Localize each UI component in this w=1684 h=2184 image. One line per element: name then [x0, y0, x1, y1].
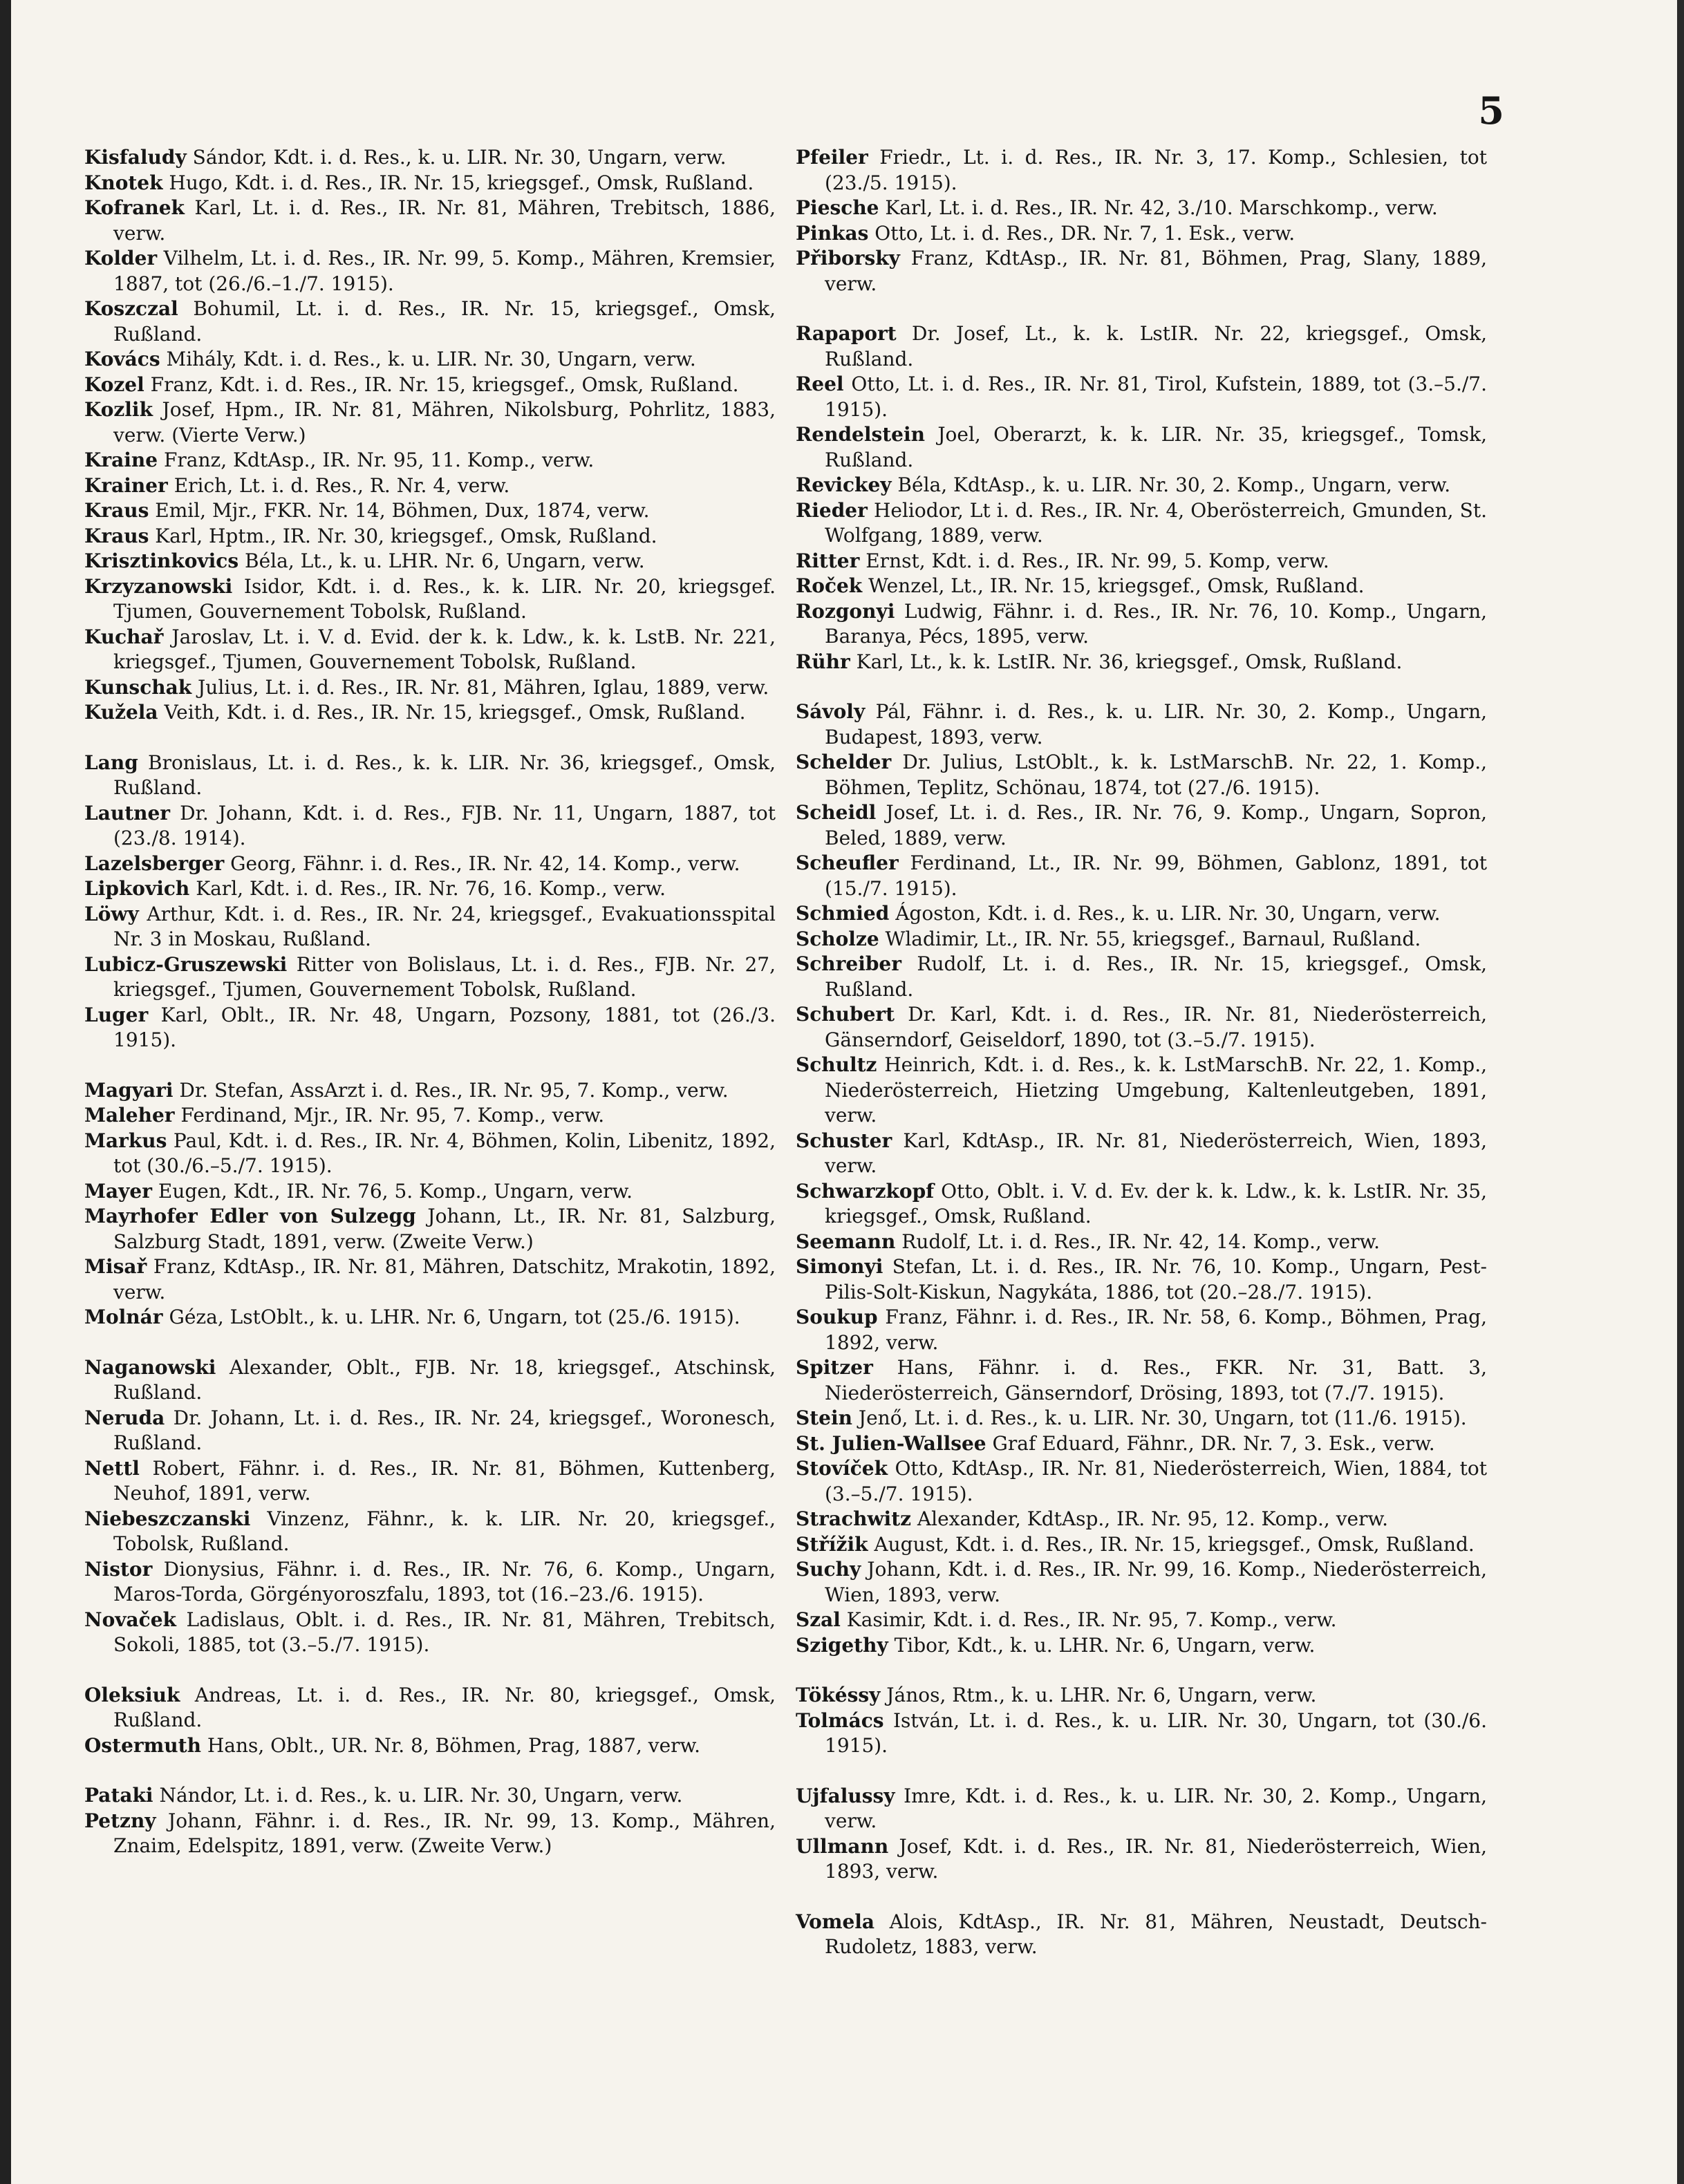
entry-surname: Scheidl: [796, 801, 877, 824]
entry-surname: Neruda: [84, 1406, 165, 1429]
entry-surname: Schelder: [796, 751, 892, 773]
roll-entry: [84, 851, 776, 877]
entry-details: Johann, Lt., IR. Nr. 81, Salzburg, Salzburg Stadt, 1891, verw. (Zweite Verw.): [113, 1205, 776, 1253]
roll-entry: [796, 1053, 1487, 1129]
entry-surname: Ullmann: [796, 1834, 889, 1858]
roll-entry: [84, 1406, 776, 1456]
entry-details: Erich, Lt. i. d. Res., R. Nr. 4, verw.: [167, 473, 510, 497]
roll-entry: [84, 473, 776, 499]
entry-surname: Krainer: [84, 473, 168, 497]
roll-entry: [796, 750, 1487, 800]
entry-details: Otto, Lt. i. d. Res., DR. Nr. 7, 1. Esk., verw.: [868, 221, 1295, 245]
roll-entry: [796, 1784, 1487, 1834]
entry-surname: Molnár: [84, 1306, 163, 1328]
entry-surname: Kraine: [84, 449, 158, 471]
entry-details: Karl, Oblt., IR. Nr. 48, Ungarn, Pozsony, 1881, tot (26./3. 1915).: [113, 1003, 776, 1051]
entry-details: Bronislaus, Lt. i. d. Res., k. k. LIR. Nr. 36, kriegsgef., Omsk, Rußland.: [113, 751, 776, 799]
roll-entry: [796, 1557, 1487, 1608]
roll-entry: [84, 1683, 776, 1733]
entry-surname: Kraus: [84, 499, 149, 522]
entry-details: Otto, Oblt. i. V. d. Ev. der k. k. Ldw., k. k. LstIR. Nr. 35, kriegsgef., Omsk, Rußland.: [825, 1179, 1487, 1227]
entry-details: János, Rtm., k. u. LHR. Nr. 6, Ungarn, verw.: [880, 1684, 1317, 1706]
entry-surname: Schwarzkopf: [796, 1179, 935, 1203]
entry-surname: Schmied: [796, 902, 890, 925]
roll-entry: [796, 422, 1487, 473]
entry-details: István, Lt. i. d. Res., k. u. LIR. Nr. 30, Ungarn, tot (30./6. 1915).: [825, 1708, 1487, 1757]
entry-surname: St. Julien-Wallsee: [796, 1431, 986, 1455]
entry-surname: Mayer: [84, 1179, 152, 1203]
entry-surname: Rapaport: [796, 322, 897, 345]
entry-surname: Koszczal: [84, 297, 178, 320]
entry-surname: Strachwitz: [796, 1507, 912, 1530]
roll-entry: [796, 574, 1487, 599]
roll-entry: [796, 1507, 1487, 1532]
roll-entry: [84, 574, 776, 625]
roll-entry: [796, 1355, 1487, 1406]
entry-details: Andreas, Lt. i. d. Res., IR. Nr. 80, kriegsgef., Omsk, Rußland.: [113, 1683, 776, 1731]
entry-surname: Krzyzanowski: [84, 574, 233, 598]
entry-surname: Soukup: [796, 1306, 878, 1328]
roll-entry: [796, 498, 1487, 549]
entry-surname: Kolder: [84, 247, 158, 270]
entry-details: Eugen, Kdt., IR. Nr. 76, 5. Komp., Ungarn, verw.: [151, 1179, 633, 1203]
entry-details: Rudolf, Lt. i. d. Res., IR. Nr. 42, 14. Komp., verw.: [895, 1230, 1381, 1253]
entry-surname: Roček: [796, 574, 863, 597]
roll-entry: [796, 800, 1487, 851]
roll-entry: [796, 1129, 1487, 1179]
entry-details: Alexander, Oblt., FJB. Nr. 18, kriegsgef., Atschinsk, Rußland.: [113, 1355, 776, 1404]
roll-entry: [84, 1355, 776, 1406]
roll-entry: [796, 1002, 1487, 1053]
entry-surname: Maleher: [84, 1104, 175, 1127]
entry-details: Robert, Fähnr. i. d. Res., IR. Nr. 81, Böhmen, Kuttenberg, Neuhof, 1891, verw.: [113, 1456, 776, 1505]
entry-surname: Niebeszczanski: [84, 1507, 251, 1530]
entry-details: Friedr., Lt. i. d. Res., IR. Nr. 3, 17. Komp., Schlesien, tot (23./5. 1915).: [825, 146, 1487, 194]
entry-details: Ágoston, Kdt. i. d. Res., k. u. LIR. Nr. 30, Ungarn, verw.: [889, 902, 1441, 925]
entry-details: Paul, Kdt. i. d. Res., IR. Nr. 4, Böhmen, Kolin, Libenitz, 1892, tot (30./6.–5./7. 1915).: [113, 1129, 776, 1177]
entry-details: Karl, KdtAsp., IR. Nr. 81, Niederösterreich, Wien, 1893, verw.: [825, 1129, 1487, 1177]
entry-details: Karl, Lt. i. d. Res., IR. Nr. 42, 3./10. Marschkomp., verw.: [879, 196, 1438, 219]
roll-entry: [84, 1456, 776, 1507]
entry-surname: Knotek: [84, 171, 163, 194]
right-column: [796, 145, 1487, 1960]
section-gap: [84, 1658, 776, 1683]
roll-entry: [796, 1431, 1487, 1457]
roll-entry: [84, 751, 776, 801]
entry-surname: Nistor: [84, 1557, 153, 1581]
left-column: [84, 145, 776, 1859]
entry-surname: Markus: [84, 1129, 167, 1152]
roll-entry: [796, 196, 1487, 221]
entry-details: Hans, Oblt., UR. Nr. 8, Böhmen, Prag, 1887, verw.: [200, 1733, 701, 1757]
entry-surname: Vomela: [796, 1910, 875, 1933]
entry-details: Heinrich, Kdt. i. d. Res., k. k. LstMarschB. Nr. 22, 1. Komp., Niederösterreich, Hietzing Umgebung, Kaltenleutgeben, 1891, verw.: [825, 1053, 1487, 1127]
entry-surname: Scholze: [796, 927, 879, 950]
entry-surname: Kisfaludy: [84, 146, 187, 169]
entry-details: Dionysius, Fähnr. i. d. Res., IR. Nr. 76, 6. Komp., Ungarn, Maros-Torda, Görgényoroszfalu, 1893, tot (16.–23./6. 1915).: [113, 1557, 776, 1606]
roll-entry: [796, 1254, 1487, 1305]
roll-entry: [84, 625, 776, 675]
entry-details: Stefan, Lt. i. d. Res., IR. Nr. 76, 10. Komp., Ungarn, Pest-Pilis-Solt-Kiskun, Nagykáta, 1886, tot (20.–28./7. 1915).: [825, 1255, 1487, 1303]
roll-entry: [84, 675, 776, 701]
entry-details: Heliodor, Lt i. d. Res., IR. Nr. 4, Oberösterreich, Gmunden, St. Wolfgang, 1889, verw.: [825, 498, 1487, 547]
entry-details: Géza, LstOblt., k. u. LHR. Nr. 6, Ungarn, tot (25./6. 1915).: [162, 1306, 740, 1328]
entry-details: Johann, Kdt. i. d. Res., IR. Nr. 99, 16. Komp., Niederösterreich, Wien, 1893, verw.: [825, 1558, 1487, 1606]
entry-details: Wenzel, Lt., IR. Nr. 15, kriegsgef., Omsk, Rußland.: [862, 574, 1365, 597]
entry-surname: Szigethy: [796, 1633, 888, 1657]
roll-entry: [796, 1633, 1487, 1659]
entry-details: Arthur, Kdt. i. d. Res., IR. Nr. 24, kriegsgef., Evakuationsspital Nr. 3 in Moskau, Rußland.: [113, 902, 776, 950]
roll-entry: [84, 246, 776, 296]
entry-surname: Kunschak: [84, 675, 192, 699]
entry-surname: Střížik: [796, 1532, 868, 1556]
roll-entry: [84, 801, 776, 851]
roll-entry: [84, 498, 776, 524]
entry-details: Wladimir, Lt., IR. Nr. 55, kriegsgef., Barnaul, Rußland.: [879, 927, 1421, 950]
roll-entry: [796, 1683, 1487, 1708]
entry-details: Dr. Josef, Lt., k. k. LstIR. Nr. 22, kriegsgef., Omsk, Rußland.: [825, 322, 1487, 370]
section-gap: [796, 1885, 1487, 1910]
entry-details: Franz, KdtAsp., IR. Nr. 81, Mähren, Datschitz, Mrakotin, 1892, verw.: [113, 1255, 776, 1303]
entry-details: Nándor, Lt. i. d. Res., k. u. LIR. Nr. 30, Ungarn, verw.: [153, 1784, 683, 1807]
entry-surname: Mayrhofer Edler von Sulzegg: [84, 1205, 416, 1227]
roll-entry: [84, 1103, 776, 1129]
roll-entry: [796, 246, 1487, 296]
roll-entry: [84, 1507, 776, 1557]
entry-details: Dr. Julius, LstOblt., k. k. LstMarschB. Nr. 22, 1. Komp., Böhmen, Teplitz, Schönau, 1874, tot (27./6. 1915).: [825, 751, 1487, 799]
entry-surname: Kovács: [84, 348, 160, 370]
entry-surname: Rozgonyi: [796, 599, 895, 623]
entry-details: Mihály, Kdt. i. d. Res., k. u. LIR. Nr. 30, Ungarn, verw.: [160, 348, 696, 370]
roll-entry: [796, 699, 1487, 750]
entry-surname: Kuchař: [84, 625, 164, 648]
entry-details: Isidor, Kdt. i. d. Res., k. k. LIR. Nr. 20, kriegsgef. Tjumen, Gouvernement Tobolsk, Rußland.: [113, 574, 776, 623]
entry-details: Ferdinand, Mjr., IR. Nr. 95, 7. Komp., verw.: [174, 1104, 605, 1127]
entry-surname: Suchy: [796, 1558, 861, 1581]
roll-entry: [84, 902, 776, 952]
roll-entry: [796, 372, 1487, 422]
entry-details: Béla, Lt., k. u. LHR. Nr. 6, Ungarn, verw.: [238, 549, 645, 572]
entry-surname: Naganowski: [84, 1355, 216, 1379]
entry-surname: Kraus: [84, 524, 149, 547]
entry-surname: Krisztinkovics: [84, 549, 239, 572]
roll-entry: [84, 1305, 776, 1330]
roll-entry: [84, 700, 776, 726]
roll-entry: [796, 1406, 1487, 1431]
entry-details: Vinzenz, Fähnr., k. k. LIR. Nr. 20, kriegsgef., Tobolsk, Rußland.: [113, 1507, 776, 1555]
roll-entry: [84, 1254, 776, 1305]
roll-entry: [84, 1809, 776, 1859]
entry-details: Emil, Mjr., FKR. Nr. 14, Böhmen, Dux, 1874, verw.: [149, 499, 650, 522]
entry-surname: Rendelstein: [796, 423, 925, 446]
entry-surname: Schubert: [796, 1003, 895, 1026]
entry-surname: Tökéssy: [796, 1684, 881, 1706]
entry-surname: Revickey: [796, 473, 892, 496]
entry-surname: Rühr: [796, 650, 850, 673]
entry-surname: Lautner: [84, 801, 171, 825]
entry-surname: Přiborsky: [796, 247, 900, 270]
roll-entry: [84, 952, 776, 1003]
entry-details: Ladislaus, Oblt. i. d. Res., IR. Nr. 81, Mähren, Trebitsch, Sokoli, 1885, tot (3.–5./7. 1915).: [113, 1608, 776, 1656]
entry-details: Dr. Johann, Kdt. i. d. Res., FJB. Nr. 11, Ungarn, 1887, tot (23./8. 1914).: [113, 801, 776, 849]
entry-surname: Ritter: [796, 549, 860, 572]
entry-surname: Pataki: [84, 1784, 153, 1807]
section-gap: [84, 726, 776, 751]
entry-surname: Pfeiler: [796, 146, 868, 169]
roll-entry: [84, 1783, 776, 1809]
roll-entry: [796, 1834, 1487, 1885]
entry-surname: Stovíček: [796, 1457, 888, 1480]
roll-entry: [796, 221, 1487, 247]
roll-entry: [84, 347, 776, 373]
entry-details: Dr. Johann, Lt. i. d. Res., IR. Nr. 24, kriegsgef., Woronesch, Rußland.: [113, 1406, 776, 1454]
entry-surname: Szal: [796, 1608, 841, 1631]
roll-entry: [84, 876, 776, 902]
entry-surname: Lang: [84, 751, 138, 774]
section-gap: [84, 1053, 776, 1078]
entry-surname: Seemann: [796, 1230, 896, 1253]
entry-surname: Simonyi: [796, 1255, 883, 1278]
roll-entry: [796, 599, 1487, 650]
entry-details: Karl, Lt. i. d. Res., IR. Nr. 81, Mähren, Trebitsch, 1886, verw.: [113, 196, 776, 245]
entry-surname: Nettl: [84, 1456, 140, 1480]
roll-entry: [796, 473, 1487, 498]
entry-details: Franz, KdtAsp., IR. Nr. 81, Böhmen, Prag, Slany, 1889, verw.: [825, 247, 1487, 295]
roll-entry: [84, 397, 776, 448]
roll-entry: [796, 1608, 1487, 1633]
entry-surname: Piesche: [796, 196, 879, 219]
roll-entry: [796, 1708, 1487, 1759]
roll-entry: [796, 1532, 1487, 1558]
entry-details: Hugo, Kdt. i. d. Res., IR. Nr. 15, kriegsgef., Omsk, Rußland.: [162, 171, 754, 194]
entry-details: Tibor, Kdt., k. u. LHR. Nr. 6, Ungarn, verw.: [888, 1633, 1316, 1657]
roll-entry: [84, 1078, 776, 1104]
entry-surname: Misař: [84, 1255, 147, 1278]
entry-details: Josef, Lt. i. d. Res., IR. Nr. 76, 9. Komp., Ungarn, Sopron, Beled, 1889, verw.: [825, 801, 1487, 849]
entry-details: Jaroslav, Lt. i. V. d. Evid. der k. k. Ldw., k. k. LstB. Nr. 221, kriegsgef., Tjumen, Gouvernement Tobolsk, Rußland.: [113, 625, 776, 673]
roll-entry: [796, 901, 1487, 927]
roll-entry: [796, 650, 1487, 675]
section-gap: [796, 1658, 1487, 1683]
roll-entry: [84, 196, 776, 246]
roll-entry: [796, 1456, 1487, 1507]
section-gap: [796, 675, 1487, 699]
entry-details: Karl, Hptm., IR. Nr. 30, kriegsgef., Omsk, Rußland.: [149, 524, 657, 547]
entry-surname: Luger: [84, 1003, 149, 1026]
entry-details: Alexander, KdtAsp., IR. Nr. 95, 12. Komp., verw.: [911, 1507, 1389, 1530]
entry-details: August, Kdt. i. d. Res., IR. Nr. 15, kriegsgef., Omsk, Rußland.: [868, 1532, 1475, 1556]
roll-entry: [796, 321, 1487, 372]
roll-entry: [84, 171, 776, 196]
roll-entry: [796, 145, 1487, 196]
roll-entry: [796, 1910, 1487, 1960]
entry-surname: Spitzer: [796, 1356, 873, 1379]
section-gap: [84, 1758, 776, 1783]
entry-details: Hans, Fähnr. i. d. Res., FKR. Nr. 31, Batt. 3, Niederösterreich, Gänserndorf, Drösing, 1893, tot (7./7. 1915).: [825, 1356, 1487, 1404]
entry-surname: Kofranek: [84, 196, 185, 219]
entry-details: Georg, Fähnr. i. d. Res., IR. Nr. 42, 14. Komp., verw.: [224, 851, 740, 875]
roll-entry: [84, 1129, 776, 1179]
roll-entry: [84, 296, 776, 347]
entry-surname: Pinkas: [796, 221, 869, 245]
entry-details: Vilhelm, Lt. i. d. Res., IR. Nr. 99, 5. Komp., Mähren, Kremsier, 1887, tot (26./6.–1./7. 1915).: [113, 247, 776, 295]
entry-details: Karl, Lt., k. k. LstIR. Nr. 36, kriegsgef., Omsk, Rußland.: [850, 650, 1403, 673]
page-number: 5: [1478, 88, 1504, 133]
entry-details: Rudolf, Lt. i. d. Res., IR. Nr. 15, kriegsgef., Omsk, Rußland.: [825, 952, 1487, 1001]
entry-details: Imre, Kdt. i. d. Res., k. u. LIR. Nr. 30, 2. Komp., Ungarn, verw.: [825, 1784, 1487, 1832]
entry-details: Ferdinand, Lt., IR. Nr. 99, Böhmen, Gablonz, 1891, tot (15./7. 1915).: [825, 851, 1487, 900]
roll-entry: [84, 524, 776, 549]
entry-surname: Lipkovich: [84, 877, 190, 900]
section-gap: [84, 1330, 776, 1355]
entry-surname: Ostermuth: [84, 1733, 201, 1757]
entry-details: Karl, Kdt. i. d. Res., IR. Nr. 76, 16. Komp., verw.: [189, 877, 666, 900]
entry-details: Graf Eduard, Fähnr., DR. Nr. 7, 3. Esk., verw.: [986, 1431, 1435, 1455]
entry-details: Franz, KdtAsp., IR. Nr. 95, 11. Komp., verw.: [158, 449, 595, 471]
entry-surname: Reel: [796, 373, 844, 395]
entry-details: Franz, Fähnr. i. d. Res., IR. Nr. 58, 6. Komp., Böhmen, Prag, 1892, verw.: [825, 1306, 1487, 1354]
entry-details: Sándor, Kdt. i. d. Res., k. u. LIR. Nr. 30, Ungarn, verw.: [186, 146, 727, 169]
entry-details: Veith, Kdt. i. d. Res., IR. Nr. 15, kriegsgef., Omsk, Rußland.: [158, 701, 746, 724]
roll-entry: [796, 1179, 1487, 1230]
roll-entry: [84, 145, 776, 171]
entry-surname: Löwy: [84, 902, 139, 925]
entry-surname: Lubicz-Gruszewski: [84, 952, 288, 976]
entry-details: Béla, KdtAsp., k. u. LIR. Nr. 30, 2. Komp., Ungarn, verw.: [891, 473, 1451, 496]
roll-entry: [796, 1230, 1487, 1255]
roll-entry: [84, 373, 776, 398]
entry-details: Dr. Karl, Kdt. i. d. Res., IR. Nr. 81, Niederösterreich, Gänserndorf, Geiseldorf, 1890, tot (3.–5./7. 1915).: [825, 1003, 1487, 1051]
roll-entry: [84, 1003, 776, 1053]
entry-surname: Petzny: [84, 1809, 156, 1832]
entry-details: Alois, KdtAsp., IR. Nr. 81, Mähren, Neustadt, Deutsch-Rudoletz, 1883, verw.: [825, 1910, 1487, 1958]
entry-details: Joel, Oberarzt, k. k. LIR. Nr. 35, kriegsgef., Tomsk, Rußland.: [825, 423, 1487, 471]
entry-details: Josef, Hpm., IR. Nr. 81, Mähren, Nikolsburg, Pohrlitz, 1883, verw. (Vierte Verw.): [113, 398, 776, 446]
roll-entry: [796, 1305, 1487, 1355]
roll-entry: [84, 448, 776, 473]
roll-entry: [84, 1733, 776, 1759]
section-gap: [796, 1759, 1487, 1784]
entry-surname: Tolmács: [796, 1708, 884, 1732]
entry-surname: Kuželа: [84, 701, 158, 724]
entry-details: Kasimir, Kdt. i. d. Res., IR. Nr. 95, 7. Komp., verw.: [840, 1608, 1337, 1631]
roll-entry: [84, 1179, 776, 1205]
roll-entry: [796, 549, 1487, 574]
roll-entry: [84, 1608, 776, 1658]
entry-details: Ernst, Kdt. i. d. Res., IR. Nr. 99, 5. Komp, verw.: [859, 549, 1329, 572]
roll-entry: [796, 851, 1487, 901]
entry-details: Ritter von Bolislaus, Lt. i. d. Res., FJB. Nr. 27, kriegsgef., Tjumen, Gouvernement Tobolsk, Rußland.: [113, 952, 776, 1001]
entry-details: Julius, Lt. i. d. Res., IR. Nr. 81, Mähren, Iglau, 1889, verw.: [191, 675, 769, 699]
entry-surname: Ujfalussy: [796, 1784, 895, 1807]
roll-entry: [796, 927, 1487, 952]
roll-entry: [84, 1557, 776, 1608]
entry-details: Johann, Fähnr. i. d. Res., IR. Nr. 99, 13. Komp., Mähren, Znaim, Edelspitz, 1891, verw. (Zweite Verw.): [113, 1809, 776, 1857]
entry-details: Dr. Stefan, AssArzt i. d. Res., IR. Nr. 95, 7. Komp., verw.: [173, 1078, 729, 1102]
entry-surname: Scheufler: [796, 851, 899, 874]
entry-surname: Kozlik: [84, 398, 153, 421]
entry-details: Josef, Kdt. i. d. Res., IR. Nr. 81, Niederösterreich, Wien, 1893, verw.: [825, 1834, 1487, 1883]
entry-surname: Stein: [796, 1406, 852, 1429]
entry-surname: Schreiber: [796, 952, 901, 975]
section-gap: [796, 296, 1487, 321]
entry-surname: Schultz: [796, 1053, 877, 1076]
entry-details: Bohumil, Lt. i. d. Res., IR. Nr. 15, kriegsgef., Omsk, Rußland.: [113, 297, 776, 346]
entry-surname: Novaček: [84, 1608, 176, 1631]
entry-surname: Schuster: [796, 1129, 892, 1152]
entry-surname: Rieder: [796, 498, 868, 522]
entry-details: Ludwig, Fähnr. i. d. Res., IR. Nr. 76, 10. Komp., Ungarn, Baranya, Pécs, 1895, verw.: [825, 599, 1487, 648]
entry-surname: Kozel: [84, 373, 144, 396]
entry-surname: Sávoly: [796, 700, 866, 723]
roll-entry: [84, 1204, 776, 1254]
entry-details: Otto, KdtAsp., IR. Nr. 81, Niederösterreich, Wien, 1884, tot (3.–5./7. 1915).: [825, 1457, 1487, 1505]
entry-details: Pál, Fähnr. i. d. Res., k. u. LIR. Nr. 30, 2. Komp., Ungarn, Budapest, 1893, verw.: [825, 700, 1487, 749]
roll-entry: [796, 952, 1487, 1002]
entry-details: Franz, Kdt. i. d. Res., IR. Nr. 15, kriegsgef., Omsk, Rußland.: [144, 373, 739, 396]
entry-surname: Magyari: [84, 1078, 174, 1102]
entry-surname: Oleksiuk: [84, 1683, 180, 1706]
entry-details: Otto, Lt. i. d. Res., IR. Nr. 81, Tirol, Kufstein, 1889, tot (3.–5./7. 1915).: [825, 373, 1487, 421]
entry-details: Jenő, Lt. i. d. Res., k. u. LIR. Nr. 30, Ungarn, tot (11./6. 1915).: [852, 1406, 1467, 1429]
entry-surname: Lazelsberger: [84, 851, 225, 875]
roll-entry: [84, 549, 776, 574]
